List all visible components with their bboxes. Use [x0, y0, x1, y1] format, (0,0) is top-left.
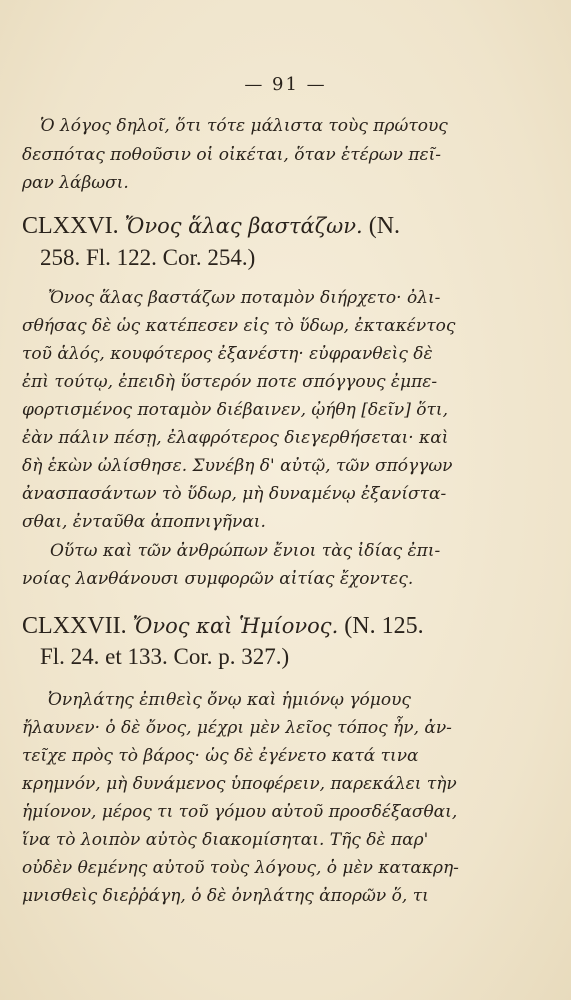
text-line: σθήσας δὲ ὡς κατέπεσεν εἰς τὸ ὕδωρ, ἐκτακέντος	[22, 316, 456, 336]
text-line: ἤλαυνεν· ὁ δὲ ὄνος, μέχρι μὲν λεῖος τόπος ἦν, ἀν-	[22, 718, 452, 738]
text-line: Οὕτω καὶ τῶν ἀνθρώπων ἔνιοι τὰς ἰδίας ἐπι-	[50, 541, 441, 561]
text-line: Ὄνος ἅλας βαστάζων ποταμὸν διήρχετο· ὀλι-	[48, 288, 441, 308]
text-line: Ὁ λόγος δηλοῖ, ὅτι τότε μάλιστα τοὺς πρώτους	[40, 116, 448, 136]
text-line: κρημνόν, μὴ δυνάμενος ὑποφέρειν, παρεκάλει τὴν	[22, 774, 457, 794]
text-line: ἡμίονον, μέρος τι τοῦ γόμου αὐτοῦ προσδέξασθαι,	[22, 802, 458, 822]
fable-reference: (N.	[368, 213, 401, 239]
text-line: τεῖχε πρὸς τὸ βάρος· ὡς δὲ ἐγένετο κατά τινα	[22, 746, 419, 766]
text-line: τοῦ ἁλός, κουφότερος ἐξανέστη· εὐφρανθεὶς δὲ	[22, 344, 433, 364]
fable-title: Ὄνος καὶ Ἡμίονος.	[132, 614, 339, 638]
text-line: ἐὰν πάλιν πέσῃ, ἐλαφρότερος διεγερθήσεται· καὶ	[22, 428, 449, 448]
text-line: οὐδὲν θεμένης αὐτοῦ τοὺς λόγους, ὁ μὲν κατακρη-	[22, 858, 459, 878]
text-line: μνισθεὶς διεῤῥάγη, ὁ δὲ ὀνηλάτης ἀπορῶν ὅ, τι	[22, 886, 429, 906]
fable-reference-line: 258. Fl. 122. Cor. 254.)	[40, 245, 256, 270]
page-number: — 91 —	[244, 74, 327, 95]
text-line: δὴ ἑκὼν ὠλίσθησε. Συνέβη δ' αὐτῷ, τῶν σπόγγων	[22, 456, 453, 476]
fable-heading	[22, 212, 400, 240]
text-line: Ὀνηλάτης ἐπιθεὶς ὄνῳ καὶ ἡμιόνῳ γόμους	[48, 690, 411, 710]
fable-reference-line: Fl. 24. et 133. Cor. p. 327.)	[40, 644, 290, 669]
text-line: ἀνασπασάντων τὸ ὕδωρ, μὴ δυναμένῳ ἐξανίστα-	[22, 484, 447, 504]
fable-number: CLXXVII.	[22, 613, 127, 639]
fable-heading	[22, 612, 424, 640]
text-line: φορτισμένος ποταμὸν διέβαινεν, ᾠήθη [δεῖν] ὅτι,	[22, 400, 448, 420]
fable-reference: (N. 125.	[344, 613, 424, 639]
text-line: ἐπὶ τούτῳ, ἐπειδὴ ὕστερόν ποτε σπόγγους ἐμπε-	[22, 372, 438, 392]
fable-number: CLXXVI.	[22, 213, 119, 239]
fable-title: Ὄνος ἅλας βαστάζων.	[124, 214, 363, 238]
text-line: ραν λάβωσι.	[22, 173, 129, 193]
text-line: νοίας λανθάνουσι συμφορῶν αἰτίας ἔχοντες.	[22, 569, 414, 589]
text-line: δεσπότας ποθοῦσιν οἱ οἰκέται, ὅταν ἑτέρων πεῖ-	[22, 145, 442, 165]
text-line: σθαι, ἐνταῦθα ἀποπνιγῆναι.	[22, 512, 266, 532]
text-line: ἵνα τὸ λοιπὸν αὐτὸς διακομίσηται. Τῆς δὲ παρ'	[22, 830, 429, 850]
